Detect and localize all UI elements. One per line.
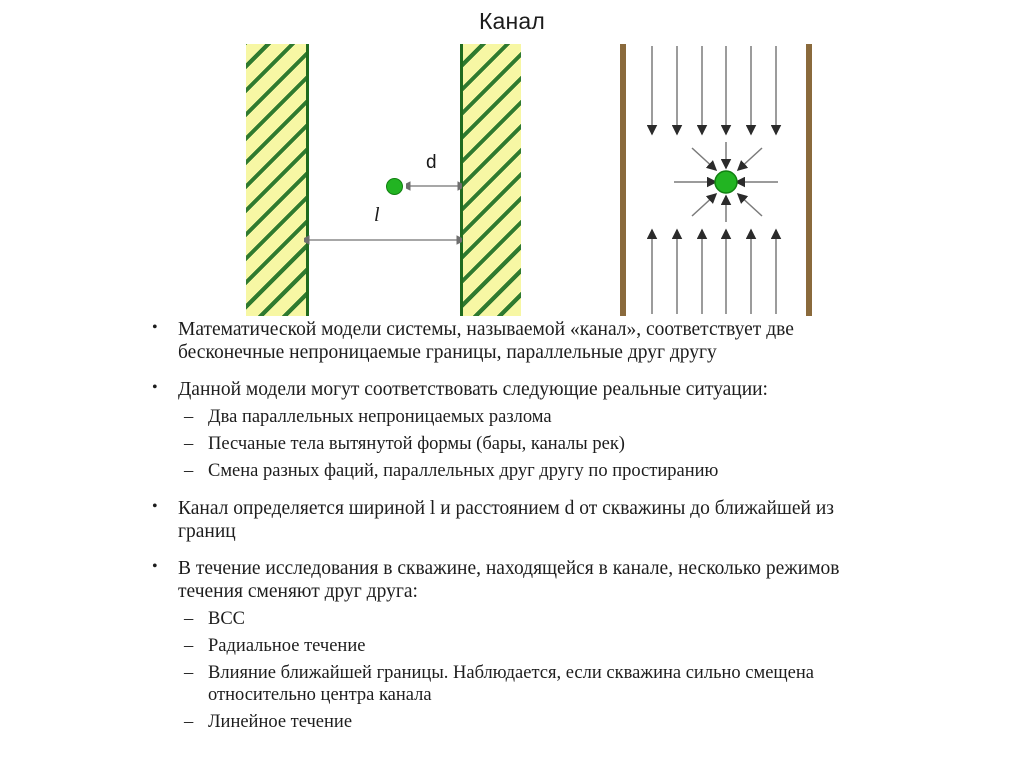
sub-list-item-text: Песчаные тела вытянутой формы (бары, каналы рек) bbox=[208, 434, 625, 455]
well-marker bbox=[386, 178, 403, 195]
bullet-item bbox=[148, 497, 894, 543]
bullet-item bbox=[148, 557, 894, 734]
sub-list-item-text: BCC bbox=[208, 608, 246, 629]
sub-list-item-text: Влияние ближайшей границы. Наблюдается, если скважина сильно смещена относительно центра канала bbox=[208, 662, 814, 706]
flow-arrows bbox=[612, 44, 832, 316]
distance-d-arrow bbox=[406, 180, 462, 192]
impermeable-boundary-right bbox=[460, 44, 521, 316]
sub-list bbox=[178, 608, 894, 734]
sub-list-item bbox=[178, 406, 894, 428]
dash-marker-icon: – bbox=[184, 434, 194, 455]
dash-marker-icon: – bbox=[184, 407, 194, 427]
flow-regime-diagram bbox=[612, 44, 832, 316]
sub-list-item bbox=[178, 711, 894, 733]
sub-list-item-text: Два параллельных непроницаемых разлома bbox=[208, 407, 552, 427]
sub-list-item-text: Радиальное течение bbox=[208, 635, 366, 656]
dash-marker-icon: – bbox=[184, 461, 194, 482]
sub-list bbox=[178, 406, 894, 483]
sub-list-item-text: Смена разных фаций, параллельных друг другу по простиранию bbox=[208, 461, 719, 482]
bullet-marker-icon: • bbox=[152, 319, 158, 336]
sub-list-item bbox=[178, 662, 894, 706]
bullet-marker-icon: • bbox=[152, 497, 158, 515]
bullet-item bbox=[148, 318, 894, 364]
width-l-arrow bbox=[304, 234, 462, 246]
dash-marker-icon: – bbox=[184, 712, 194, 733]
sub-list-item bbox=[178, 433, 894, 455]
sub-list-item bbox=[178, 635, 894, 657]
impermeable-boundary-left bbox=[246, 44, 309, 316]
sub-list-item-text: Линейное течение bbox=[208, 712, 353, 733]
figure-area bbox=[0, 40, 1024, 320]
sub-list-item bbox=[178, 460, 894, 482]
channel-geometry-diagram bbox=[246, 44, 518, 316]
bullet-content-list bbox=[148, 318, 894, 748]
bullet-marker-icon: • bbox=[152, 557, 158, 575]
dash-marker-icon: – bbox=[184, 635, 194, 656]
well-marker-flow bbox=[715, 171, 737, 193]
bullet-item bbox=[148, 378, 894, 483]
bullet-marker-icon: • bbox=[152, 379, 158, 396]
bullet-item-text: В течение исследования в скважине, находящейся в канале, несколько режимов течения сменяют друг друга: bbox=[178, 557, 840, 602]
sub-list-item bbox=[178, 608, 894, 630]
page-title: Канал bbox=[478, 8, 546, 34]
label-distance-d: d bbox=[426, 152, 437, 173]
dash-marker-icon: – bbox=[184, 662, 194, 683]
bullet-item-text: Канал определяется шириной l и расстоянием d от скважины до ближайшей из границ bbox=[178, 497, 835, 542]
bullet-item-text: Математической модели системы, называемой «канал», соответствует две бесконечные непроницаемые границы, параллельные друг другу bbox=[178, 319, 794, 363]
dash-marker-icon: – bbox=[184, 608, 194, 629]
label-width-l: l bbox=[374, 204, 380, 226]
bullet-item-text: Данной модели могут соответствовать следующие реальные ситуации: bbox=[178, 379, 768, 400]
